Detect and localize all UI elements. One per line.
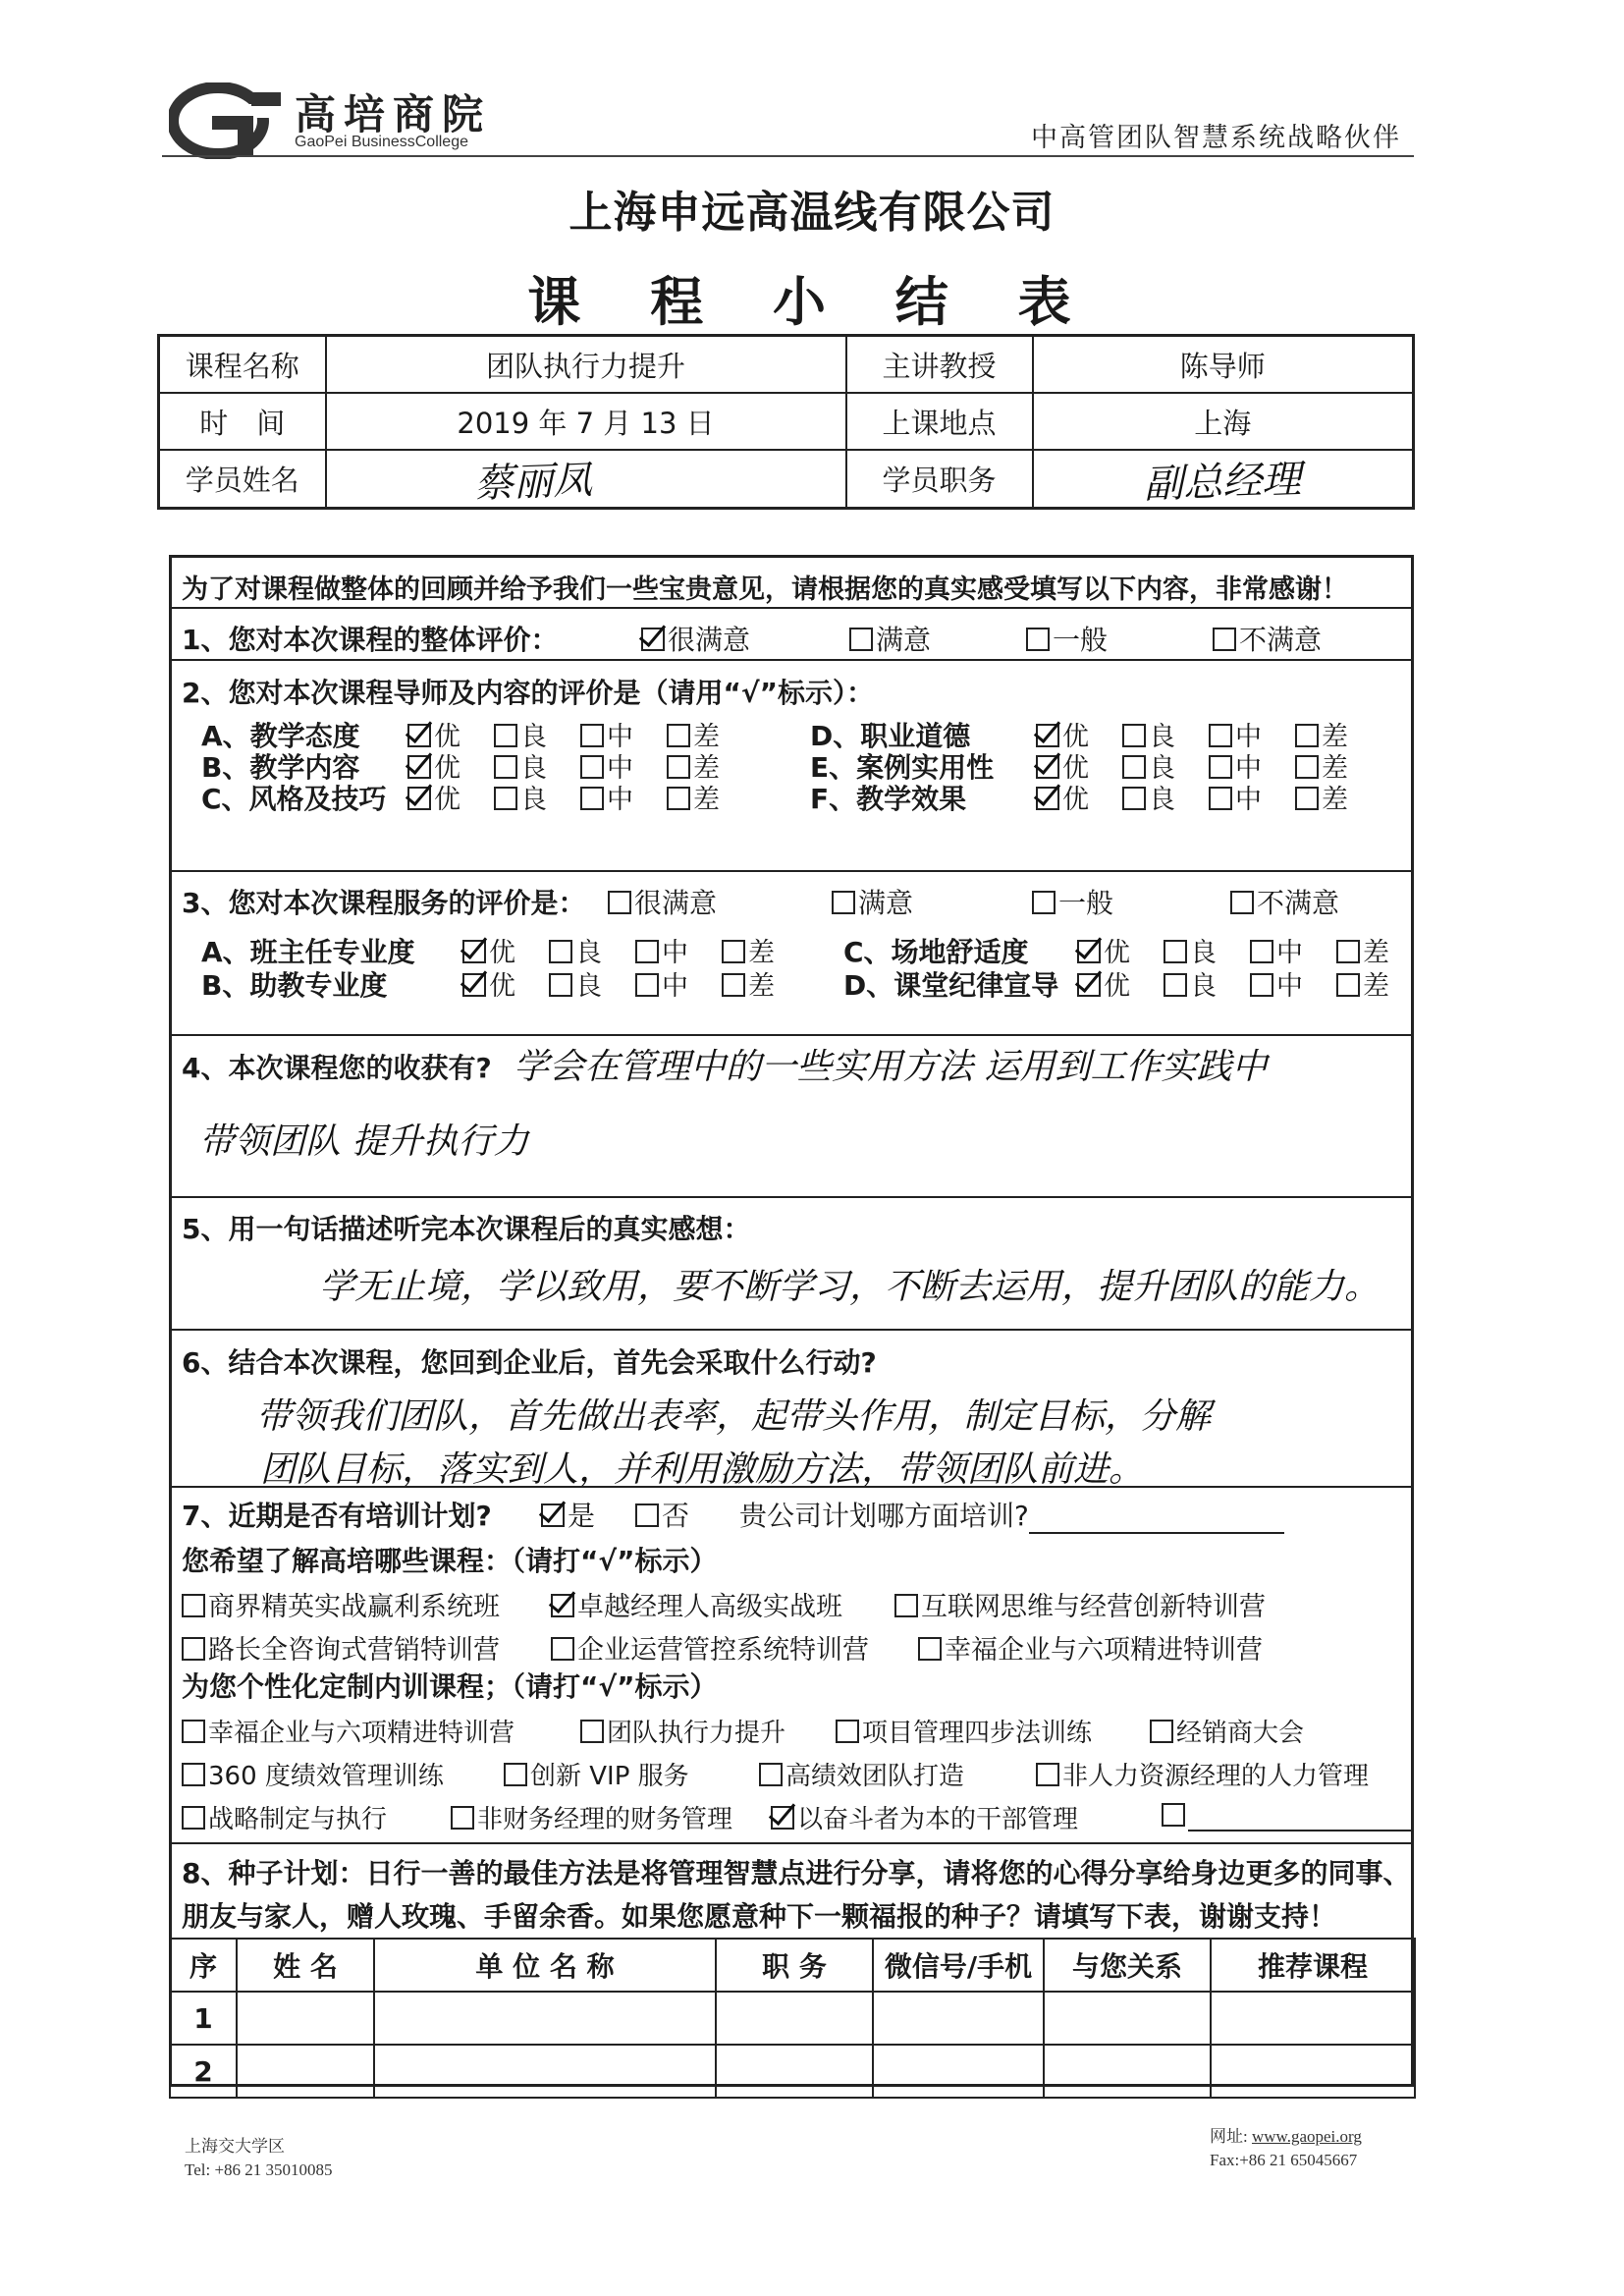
checkbox-checked-icon[interactable] xyxy=(541,1503,565,1527)
col-course: 推荐课程 xyxy=(1211,1939,1415,1992)
q2-item-label: F、教学效果 xyxy=(810,783,967,815)
q3-grade-option[interactable] xyxy=(549,964,602,1003)
q5-answer: 学无止境，学以致用，要不断学习，不断去运用，提升团队的能力。 xyxy=(319,1267,1380,1307)
checkbox-checked-icon[interactable] xyxy=(1077,940,1101,963)
q7-label: 7、近期是否有培训计划? xyxy=(182,1500,492,1532)
relation-cell[interactable] xyxy=(1044,1992,1211,2045)
q3-grade-option[interactable] xyxy=(1077,964,1130,1003)
option-label: 良 xyxy=(520,722,547,752)
option-label: 项目管理四步法训练 xyxy=(862,1719,1093,1748)
option-label: 差 xyxy=(748,971,775,1002)
col-relation: 与您关系 xyxy=(1044,1939,1211,1992)
checkbox-checked-icon[interactable] xyxy=(407,787,431,810)
option-label: 差 xyxy=(748,938,775,968)
checkbox-icon[interactable] xyxy=(1164,973,1187,997)
divider xyxy=(172,1034,1411,1036)
q2-grade-option[interactable] xyxy=(1209,778,1262,816)
custom-course-option[interactable] xyxy=(182,1756,444,1792)
company-cell[interactable] xyxy=(374,1992,716,2045)
q3-grade-option[interactable] xyxy=(1164,964,1217,1003)
q4-answer-line-2: 带领团队 提升执行力 xyxy=(199,1121,529,1162)
checkbox-icon[interactable] xyxy=(1032,891,1056,914)
checkbox-icon[interactable] xyxy=(1122,755,1146,779)
table-row xyxy=(170,1992,1415,2045)
document-title: 课 程 小 结 表 xyxy=(527,271,1097,333)
custom-course-option[interactable] xyxy=(836,1713,1092,1749)
option-label: 一般 xyxy=(1058,887,1114,919)
option-label: 幸福企业与六项精进特训营 xyxy=(945,1635,1263,1666)
course-name-label: 课程名称 xyxy=(159,336,326,394)
checkbox-icon[interactable] xyxy=(759,1763,783,1786)
company-cell[interactable] xyxy=(374,2045,716,2098)
q3-item-label: D、课堂纪律宣导 xyxy=(843,969,1059,1002)
q1-option-average[interactable] xyxy=(1026,619,1108,658)
option-label: 差 xyxy=(1363,938,1389,968)
option-label: 差 xyxy=(693,785,720,815)
checkbox-icon[interactable] xyxy=(580,787,604,810)
checkbox-icon[interactable] xyxy=(1336,940,1360,963)
checkbox-icon[interactable] xyxy=(722,973,745,997)
option-label: 路长全咨询式营销特训营 xyxy=(208,1635,500,1666)
checkbox-icon[interactable] xyxy=(832,891,855,914)
student-position-handwriting: 副总经理 xyxy=(1143,457,1303,508)
option-label: 优 xyxy=(1104,938,1130,968)
q2-label: 2、您对本次课程导师及内容的评价是（请用“√”标示）： xyxy=(182,677,874,709)
option-label: 幸福企业与六项精进特训营 xyxy=(208,1719,515,1748)
option-label: 中 xyxy=(1276,971,1303,1002)
option-label: 优 xyxy=(1104,971,1130,1002)
q2-item-label: A、教学态度 xyxy=(201,720,360,752)
time-label: 时 间 xyxy=(159,393,326,450)
gaopei-logo-icon xyxy=(169,82,283,159)
checkbox-icon[interactable] xyxy=(635,940,659,963)
q3-item-label: B、助教专业度 xyxy=(201,969,388,1002)
checkbox-icon[interactable] xyxy=(1295,724,1319,747)
option-label: 商界精英实战赢利系统班 xyxy=(208,1592,500,1622)
checkbox-icon[interactable] xyxy=(182,1720,205,1743)
q2-grade-option[interactable] xyxy=(494,778,547,816)
q6-answer-line-2: 团队目标，落实到人，并利用激励方法，带领团队前进。 xyxy=(260,1449,1145,1490)
q1-option-unsatisfied[interactable] xyxy=(1213,619,1322,658)
option-label: 良 xyxy=(520,785,547,815)
footer-tel: Tel: +86 21 35010085 xyxy=(185,2160,333,2179)
checkbox-icon[interactable] xyxy=(1150,1720,1173,1743)
checkbox-icon[interactable] xyxy=(918,1637,942,1661)
option-label: 优 xyxy=(434,753,460,784)
position-cell[interactable] xyxy=(716,2045,873,2098)
option-label: 企业运营管控系统特训营 xyxy=(577,1635,869,1666)
option-label: 团队执行力提升 xyxy=(607,1719,786,1748)
name-cell[interactable] xyxy=(237,1992,374,2045)
checkbox-icon[interactable] xyxy=(1162,1803,1185,1827)
course-info-table xyxy=(157,334,1415,510)
location-value: 上海 xyxy=(1033,393,1414,450)
course-option[interactable] xyxy=(551,1585,842,1623)
seed-plan-table xyxy=(169,1938,1416,2099)
option-label: 卓越经理人高级实战班 xyxy=(577,1592,842,1622)
q2-item-label: E、案例实用性 xyxy=(810,751,995,784)
checkbox-checked-icon[interactable] xyxy=(1077,973,1101,997)
checkbox-icon[interactable] xyxy=(667,724,690,747)
custom-course-option[interactable] xyxy=(1036,1756,1369,1792)
q2-grade-option[interactable] xyxy=(407,778,460,816)
option-label: 差 xyxy=(1363,971,1389,1002)
option-label: 中 xyxy=(1276,938,1303,968)
option-label: 很满意 xyxy=(668,624,751,656)
checkbox-icon[interactable] xyxy=(1209,787,1232,810)
q3-option-average[interactable] xyxy=(1032,882,1113,921)
table-row xyxy=(159,393,1414,450)
checkbox-icon[interactable] xyxy=(722,940,745,963)
custom-course-option[interactable] xyxy=(182,1713,514,1749)
option-label: 中 xyxy=(662,971,688,1002)
checkbox-icon[interactable] xyxy=(1295,787,1319,810)
q3-grade-option[interactable] xyxy=(1336,964,1389,1003)
q6-label: 6、结合本次课程，您回到企业后，首先会采取什么行动? xyxy=(182,1346,877,1379)
q3-item-label: A、班主任专业度 xyxy=(201,936,415,968)
custom-course-option[interactable] xyxy=(182,1799,387,1835)
relation-cell[interactable] xyxy=(1044,2045,1211,2098)
option-label: 很满意 xyxy=(634,887,718,919)
option-label: 中 xyxy=(607,722,633,752)
q2-grade-option[interactable] xyxy=(1295,778,1348,816)
student-position-field[interactable] xyxy=(1033,450,1414,509)
divider xyxy=(172,1486,1411,1488)
checkbox-icon[interactable] xyxy=(1230,891,1254,914)
divider xyxy=(172,659,1411,661)
course-name-value: 团队执行力提升 xyxy=(326,336,846,394)
option-label: 不满意 xyxy=(1239,624,1323,656)
footer-website-link[interactable]: www.gaopei.org xyxy=(1251,2127,1362,2146)
footer-campus: 上海交大学区 xyxy=(185,2137,285,2156)
custom-course-option[interactable] xyxy=(504,1756,689,1792)
form-intro: 为了对课程做整体的回顾并给予我们一些宝贵意见，请根据您的真实感受填写以下内容，非常感谢！ xyxy=(182,574,1348,605)
divider xyxy=(172,1329,1411,1331)
q7-yes-option[interactable] xyxy=(541,1495,595,1534)
footer-fax: Fax:+86 21 65045667 xyxy=(1210,2151,1358,2169)
option-label: 优 xyxy=(489,938,515,968)
logo-chinese-name: 高培商院 xyxy=(295,90,492,138)
option-label: 非财务经理的财务管理 xyxy=(477,1805,733,1834)
q2-grade-option[interactable] xyxy=(1036,778,1089,816)
checkbox-icon[interactable] xyxy=(635,1503,659,1527)
q3-option-unsatisfied[interactable] xyxy=(1230,882,1339,921)
checkbox-icon[interactable] xyxy=(580,755,604,779)
option-label: 中 xyxy=(607,753,633,784)
footer-site-label: 网址: xyxy=(1210,2127,1248,2146)
option-label: 中 xyxy=(1235,722,1262,752)
col-index: 序 xyxy=(170,1939,237,1992)
option-label: 中 xyxy=(607,785,633,815)
plan-input-line[interactable] xyxy=(1029,1508,1284,1534)
plan-label: 贵公司计划哪方面培训? xyxy=(739,1500,1029,1532)
custom-course-option[interactable] xyxy=(1150,1713,1304,1749)
q7-no-option[interactable] xyxy=(635,1495,689,1534)
checkbox-icon[interactable] xyxy=(849,628,873,651)
custom-course-option[interactable] xyxy=(759,1756,964,1792)
checkbox-icon[interactable] xyxy=(1209,724,1232,747)
option-label: 中 xyxy=(1235,785,1262,815)
option-label: 良 xyxy=(1149,785,1175,815)
checkbox-icon[interactable] xyxy=(494,755,517,779)
q1-label: 1、您对本次课程的整体评价： xyxy=(182,624,559,656)
table-row xyxy=(159,336,1414,394)
col-name: 姓 名 xyxy=(237,1939,374,1992)
course-option[interactable] xyxy=(918,1628,1263,1667)
option-label: 差 xyxy=(1322,785,1348,815)
option-label: 满意 xyxy=(858,887,914,919)
checkbox-checked-icon[interactable] xyxy=(641,628,665,651)
location-label: 上课地点 xyxy=(846,393,1033,450)
course-cell[interactable] xyxy=(1211,1992,1415,2045)
q2-item-label: C、风格及技巧 xyxy=(201,783,387,815)
q5-label: 5、用一句话描述听完本次课程后的真实感想： xyxy=(182,1213,751,1245)
option-label: 优 xyxy=(1062,785,1089,815)
col-company: 单 位 名 称 xyxy=(374,1939,716,1992)
option-label: 良 xyxy=(1149,722,1175,752)
student-position-label: 学员职务 xyxy=(846,450,1033,509)
option-label: 战略制定与执行 xyxy=(208,1805,388,1834)
table-header-row xyxy=(170,1939,1415,1992)
option-label: 优 xyxy=(434,722,460,752)
option-label: 高绩效团队打造 xyxy=(785,1762,965,1791)
q3-option-very-satisfied[interactable] xyxy=(608,882,717,921)
course-option[interactable] xyxy=(182,1585,500,1623)
option-label: 是 xyxy=(568,1500,596,1532)
q3-grade-option[interactable] xyxy=(1250,964,1303,1003)
checkbox-icon[interactable] xyxy=(551,1637,574,1661)
checkbox-icon[interactable] xyxy=(1336,973,1360,997)
q2-item-label: D、职业道德 xyxy=(810,720,971,752)
option-label: 差 xyxy=(693,722,720,752)
student-name-field[interactable] xyxy=(326,450,846,509)
option-label: 差 xyxy=(693,753,720,784)
q3-option-satisfied[interactable] xyxy=(832,882,913,921)
checkbox-icon[interactable] xyxy=(894,1594,918,1617)
row-index: 1 xyxy=(170,1992,237,2045)
q3-grade-option[interactable] xyxy=(722,964,775,1003)
q8-line-2: 朋友与家人，赠人玫瑰、手留余香。如果您愿意种下一颗福报的种子？请填写下表，谢谢支持！ xyxy=(182,1900,1337,1933)
lecturer-label: 主讲教授 xyxy=(846,336,1033,394)
row-index: 2 xyxy=(170,2045,237,2098)
checkbox-icon[interactable] xyxy=(608,891,631,914)
checkbox-icon[interactable] xyxy=(1209,755,1232,779)
option-label: 经销商大会 xyxy=(1176,1719,1305,1748)
divider xyxy=(172,607,1411,609)
header-divider xyxy=(162,155,1414,157)
option-label: 互联网思维与经营创新特训营 xyxy=(921,1592,1266,1622)
checkbox-checked-icon[interactable] xyxy=(407,755,431,779)
checkbox-checked-icon[interactable] xyxy=(407,724,431,747)
course-option[interactable] xyxy=(551,1628,869,1667)
q6-answer-line-1: 带领我们团队，首先做出表率，起带头作用，制定目标，分解 xyxy=(256,1396,1212,1437)
divider xyxy=(172,870,1411,872)
checkbox-icon[interactable] xyxy=(494,724,517,747)
checkbox-checked-icon[interactable] xyxy=(462,973,486,997)
option-label: 非人力资源经理的人力管理 xyxy=(1062,1762,1370,1791)
option-label: 满意 xyxy=(876,624,932,656)
checkbox-checked-icon[interactable] xyxy=(1036,787,1059,810)
checkbox-checked-icon[interactable] xyxy=(551,1594,574,1617)
option-label: 中 xyxy=(1235,753,1262,784)
option-label: 否 xyxy=(662,1500,690,1532)
q3-grade-option[interactable] xyxy=(635,964,688,1003)
option-label: 优 xyxy=(434,785,460,815)
divider xyxy=(172,1196,1411,1198)
checkbox-icon[interactable] xyxy=(580,1720,604,1743)
option-label: 良 xyxy=(575,938,602,968)
q4-label: 4、本次课程您的收获有? xyxy=(182,1052,492,1084)
q8-line-1: 8、种子计划：日行一善的最佳方法是将管理智慧点进行分享，请将您的心得分享给身边更多的同事、 xyxy=(182,1857,1411,1889)
option-label: 差 xyxy=(1322,722,1348,752)
checkbox-icon[interactable] xyxy=(549,940,572,963)
option-label: 良 xyxy=(1149,753,1175,784)
option-label: 以奋斗者为本的干部管理 xyxy=(797,1805,1079,1834)
checkbox-icon[interactable] xyxy=(182,1806,205,1830)
checkbox-icon[interactable] xyxy=(667,787,690,810)
q1-option-satisfied[interactable] xyxy=(849,619,931,658)
course-option[interactable] xyxy=(182,1628,500,1667)
checkbox-checked-icon[interactable] xyxy=(1036,755,1059,779)
divider xyxy=(172,1842,1411,1844)
checkbox-icon[interactable] xyxy=(836,1720,859,1743)
checkbox-icon[interactable] xyxy=(182,1594,205,1617)
checkbox-icon[interactable] xyxy=(451,1806,474,1830)
checkbox-icon[interactable] xyxy=(1122,787,1146,810)
checkbox-icon[interactable] xyxy=(504,1763,527,1786)
feedback-form xyxy=(169,555,1414,2087)
custom-course-option[interactable] xyxy=(451,1799,732,1835)
checkbox-icon[interactable] xyxy=(1164,940,1187,963)
course-option[interactable] xyxy=(894,1585,1266,1623)
q2-grade-option[interactable] xyxy=(1122,778,1175,816)
option-label: 360 度绩效管理训练 xyxy=(208,1762,444,1791)
checkbox-checked-icon[interactable] xyxy=(1036,724,1059,747)
option-label: 创新 VIP 服务 xyxy=(530,1762,689,1791)
q4-answer-line-1: 学会在管理中的一些实用方法 运用到工作实践中 xyxy=(514,1047,1268,1087)
q7-custom-label: 为您个性化定制内训课程；（请打“√”标示） xyxy=(182,1670,718,1703)
option-label: 良 xyxy=(1190,971,1217,1002)
name-cell[interactable] xyxy=(237,2045,374,2098)
checkbox-icon[interactable] xyxy=(1213,628,1236,651)
student-name-handwriting: 蔡丽凤 xyxy=(472,457,593,508)
course-cell[interactable] xyxy=(1211,2045,1415,2098)
position-cell[interactable] xyxy=(716,1992,873,2045)
option-label: 良 xyxy=(520,753,547,784)
checkbox-icon[interactable] xyxy=(1122,724,1146,747)
option-label: 优 xyxy=(1062,722,1089,752)
checkbox-icon[interactable] xyxy=(1036,1763,1059,1786)
checkbox-icon[interactable] xyxy=(182,1763,205,1786)
q3-grade-option[interactable] xyxy=(462,964,515,1003)
q1-option-very-satisfied[interactable] xyxy=(641,619,750,658)
option-label: 不满意 xyxy=(1257,887,1340,919)
q3-label: 3、您对本次课程服务的评价是： xyxy=(182,887,586,919)
checkbox-icon[interactable] xyxy=(182,1637,205,1661)
footer-right xyxy=(1210,2125,1362,2172)
company-name: 上海申远高温线有限公司 xyxy=(568,188,1056,238)
q2-grade-option[interactable] xyxy=(580,778,633,816)
checkbox-checked-icon[interactable] xyxy=(462,940,486,963)
option-label: 优 xyxy=(489,971,515,1002)
checkbox-icon[interactable] xyxy=(667,755,690,779)
header-tagline: 中高管团队智慧系统战略伙伴 xyxy=(1031,123,1401,153)
wechat-cell[interactable] xyxy=(873,2045,1044,2098)
option-label: 优 xyxy=(1062,753,1089,784)
custom-course-blank-option[interactable] xyxy=(1162,1799,1414,1831)
q7-courses-label: 您希望了解高培哪些课程：（请打“√”标示） xyxy=(182,1545,718,1577)
checkbox-checked-icon[interactable] xyxy=(771,1806,794,1830)
student-name-label: 学员姓名 xyxy=(159,450,326,509)
col-position: 职 务 xyxy=(716,1939,873,1992)
checkbox-icon[interactable] xyxy=(549,973,572,997)
q7-plan-question xyxy=(739,1495,1284,1534)
col-wechat: 微信号/手机 xyxy=(873,1939,1044,1992)
checkbox-icon[interactable] xyxy=(1250,940,1273,963)
checkbox-icon[interactable] xyxy=(1295,755,1319,779)
blank-input-line[interactable] xyxy=(1188,1806,1414,1831)
option-label: 一般 xyxy=(1053,624,1109,656)
q2-grade-option[interactable] xyxy=(667,778,720,816)
logo-english-name: GaoPei BusinessCollege xyxy=(295,134,468,150)
custom-course-option[interactable] xyxy=(771,1799,1078,1835)
option-label: 良 xyxy=(1190,938,1217,968)
option-label: 中 xyxy=(662,938,688,968)
table-row xyxy=(159,450,1414,509)
time-value: 2019 年 7 月 13 日 xyxy=(326,393,846,450)
custom-course-option[interactable] xyxy=(580,1713,785,1749)
wechat-cell[interactable] xyxy=(873,1992,1044,2045)
checkbox-icon[interactable] xyxy=(580,724,604,747)
q3-item-label: C、场地舒适度 xyxy=(843,936,1029,968)
option-label: 差 xyxy=(1322,753,1348,784)
checkbox-icon[interactable] xyxy=(1250,973,1273,997)
q2-item-label: B、教学内容 xyxy=(201,751,360,784)
footer-left xyxy=(185,2135,333,2182)
checkbox-icon[interactable] xyxy=(494,787,517,810)
checkbox-icon[interactable] xyxy=(1026,628,1050,651)
option-label: 良 xyxy=(575,971,602,1002)
lecturer-value: 陈导师 xyxy=(1033,336,1414,394)
checkbox-icon[interactable] xyxy=(635,973,659,997)
table-row xyxy=(170,2045,1415,2098)
